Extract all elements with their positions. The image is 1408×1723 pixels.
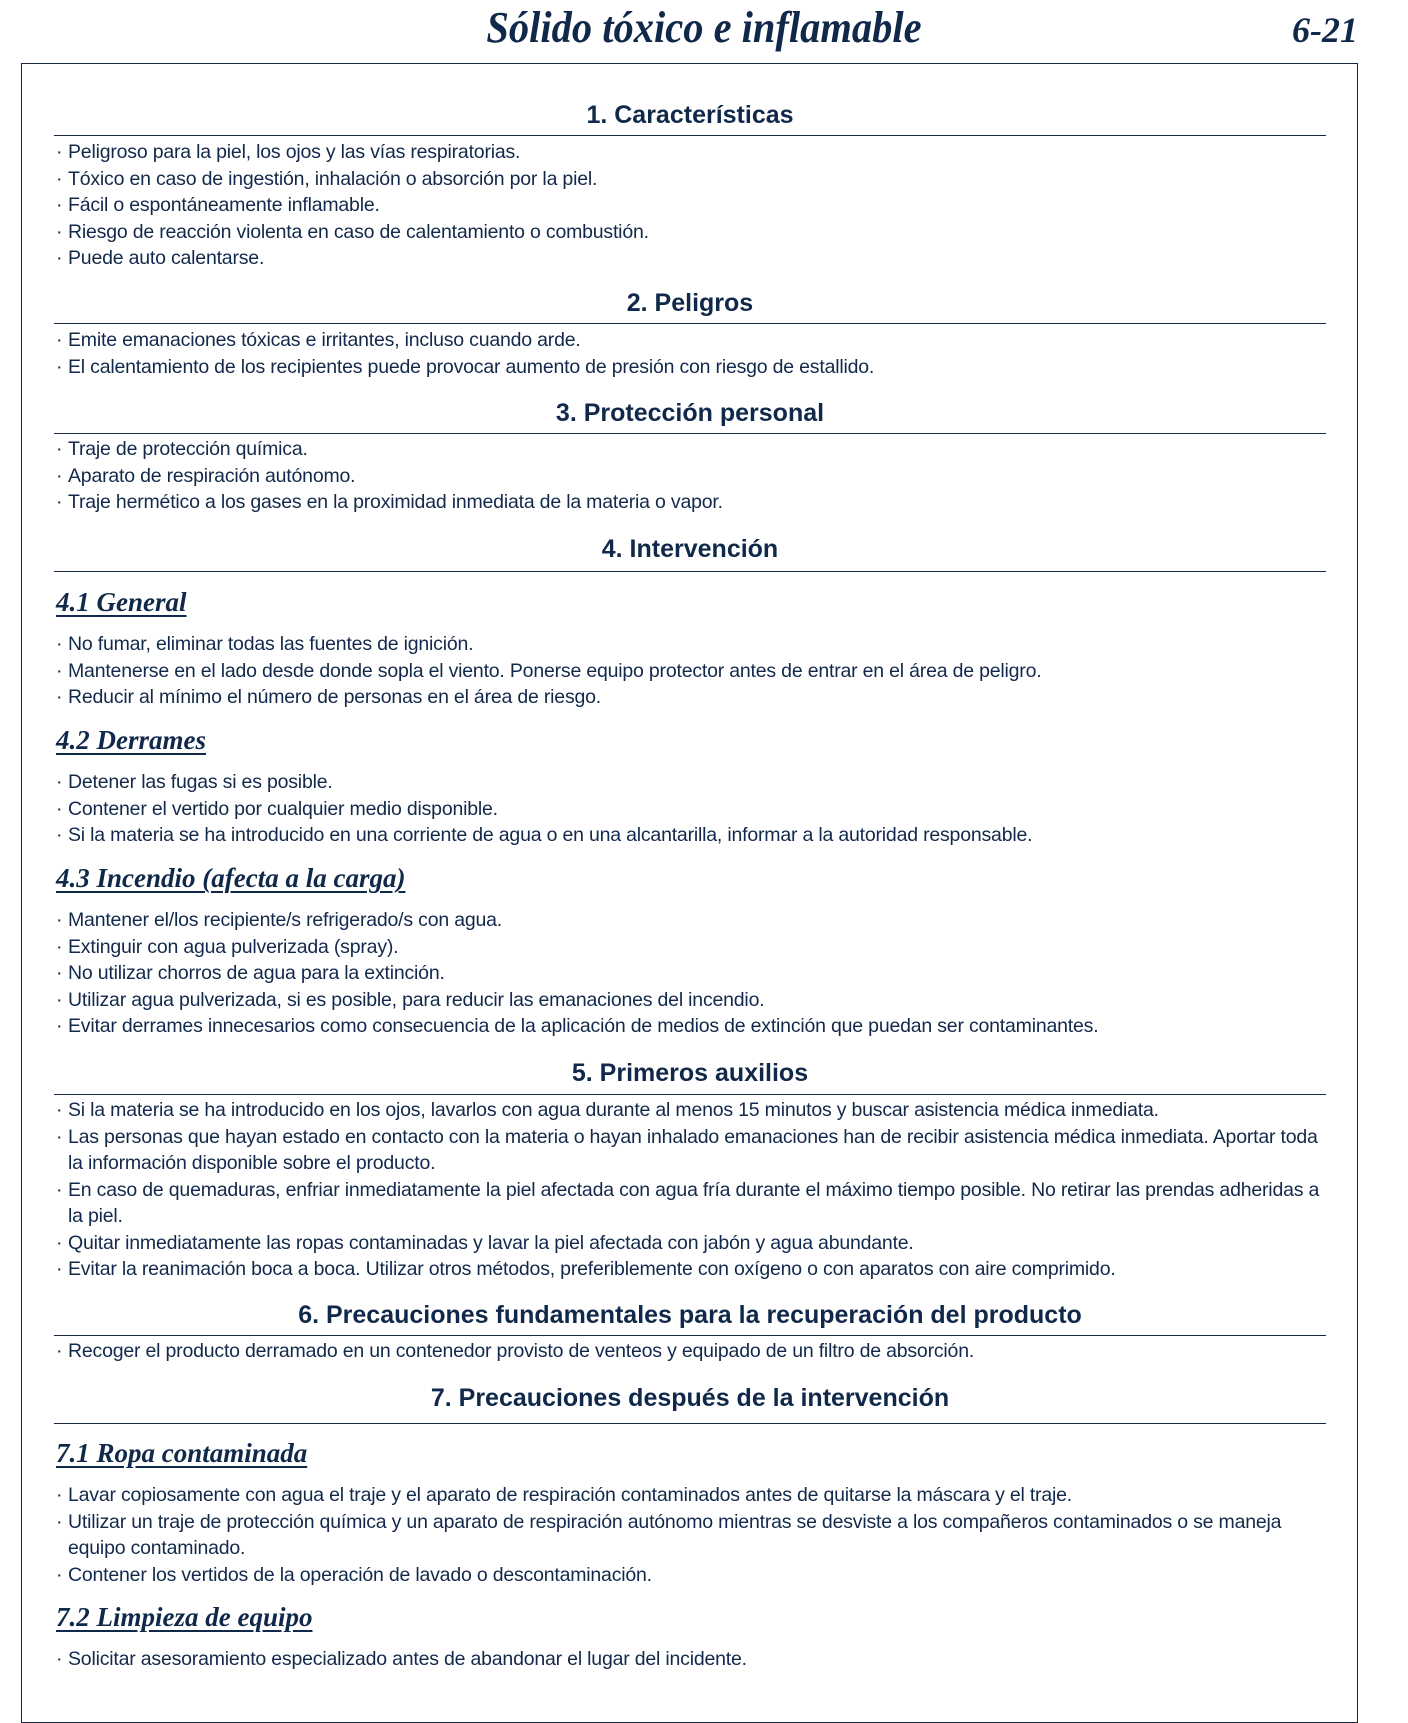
list-derrames: [54, 769, 1326, 849]
subheading-derrames: 4.2 Derrames: [56, 725, 206, 755]
list-item: · Lavar copiosamente con agua el traje y el aparato de respiración contaminados antes de quitarse la máscara y el traje.: [56, 1484, 1072, 1506]
list-item: · El calentamiento de los recipientes puede provocar aumento de presión con riesgo de estallido.: [56, 355, 875, 378]
list-item: · Contener los vertidos de la operación de lavado o descontaminación.: [56, 1563, 652, 1586]
list-item: · No utilizar chorros de agua para la extinción.: [56, 962, 445, 984]
list-item: · Aparato de respiración autónomo.: [56, 464, 356, 487]
section-rule: [54, 1423, 1326, 1424]
list-item: · Fácil o espontáneamente inflamable.: [56, 194, 380, 216]
subheading-ropa-contaminada: 7.1 Ropa contaminada: [56, 1438, 308, 1468]
list-item: · Contener el vertido por cualquier medio disponible.: [56, 797, 498, 820]
list-item: · En caso de quemaduras, enfriar inmediatamente la piel afectada con agua fría durante el máximo tiempo posible. No retirar las prendas adheridas a la piel.: [56, 1178, 1320, 1227]
list-item: · Mantener el/los recipiente/s refrigerado/s con agua.: [56, 909, 503, 931]
list-item: · Quitar inmediatamente las ropas contaminadas y lavar la piel afectada con jabón y agua abundante.: [56, 1231, 914, 1254]
list-item: · No fumar, eliminar todas las fuentes de ignición.: [56, 633, 474, 655]
section-heading-precauciones-despues: 7. Precauciones después de la intervención: [430, 1384, 950, 1412]
section-rule: [54, 323, 1326, 324]
list-item: · Evitar derrames innecesarios como consecuencia de la aplicación de medios de extinción que puedan ser contaminantes.: [56, 1015, 1099, 1037]
list-item: · Mantenerse en el lado desde donde sopla el viento. Ponerse equipo protector antes de entrar en el área de peligro.: [56, 659, 1042, 682]
list-incendio: [54, 907, 1326, 1040]
page-number: 6-21: [1292, 10, 1358, 50]
list-item: · Extinguir con agua pulverizada (spray).: [56, 935, 399, 958]
list-item: · Solicitar asesoramiento especializado antes de abandonar el lugar del incidente.: [56, 1648, 747, 1670]
list-item: · Las personas que hayan estado en contacto con la materia o hayan inhalado emanaciones han de recibir asistencia médica inmediata. Aportar toda la información disponible sobre el producto.: [56, 1125, 1318, 1174]
subheading-limpieza-equipo: 7.2 Limpieza de equipo: [56, 1602, 313, 1632]
list-item: · Evitar la reanimación boca a boca. Utilizar otros métodos, preferiblemente con oxígeno o con aparatos con aire comprimido.: [56, 1258, 1116, 1280]
list-item: · Utilizar agua pulverizada, si es posible, para reducir las emanaciones del incendio.: [56, 988, 765, 1011]
list-item: · Utilizar un traje de protección química y un aparato de respiración autónomo mientras se desviste a los compañeros contaminados o se maneja equipo contaminado.: [56, 1510, 1282, 1559]
list-item: · Detener las fugas si es posible.: [56, 771, 333, 793]
list-item: · Traje hermético a los gases en la proximidad inmediata de la materia o vapor.: [56, 491, 723, 513]
list-item: · Tóxico en caso de ingestión, inhalación o absorción por la piel.: [56, 167, 598, 190]
list-ropa-contaminada: [54, 1482, 1326, 1588]
subheading-incendio: 4.3 Incendio (afecta a la carga): [56, 863, 406, 893]
section-rule: [54, 433, 1326, 434]
list-item: · Reducir al mínimo el número de personas en el área de riesgo.: [56, 686, 602, 708]
list-item: · Peligroso para la piel, los ojos y las vías respiratorias.: [56, 141, 521, 163]
list-peligros: [54, 327, 1326, 380]
section-rule: [54, 1094, 1326, 1095]
list-item: · Traje de protección química.: [56, 438, 308, 460]
list-item: · Puede auto calentarse.: [56, 247, 265, 269]
section-rule: [54, 135, 1326, 136]
section-heading-precauciones-recuperacion: 6. Precauciones fundamentales para la recuperación del producto: [298, 1301, 1082, 1329]
section-rule: [54, 1335, 1326, 1336]
list-item: · Recoger el producto derramado en un contenedor provisto de venteos y equipado de un filtro de absorción.: [56, 1340, 975, 1362]
list-proteccion-personal: [54, 436, 1326, 516]
list-general: [54, 631, 1326, 711]
list-item: · Si la materia se ha introducido en una corriente de agua o en una alcantarilla, informar a la autoridad responsable.: [56, 824, 1033, 846]
page-title: Sólido tóxico e inflamable: [486, 3, 922, 52]
list-precauciones-recuperacion: [54, 1338, 1326, 1365]
list-primeros-auxilios: [54, 1097, 1326, 1283]
list-caracteristicas: [54, 139, 1326, 272]
list-item: · Si la materia se ha introducido en los ojos, lavarlos con agua durante al menos 15 minutos y buscar asistencia médica inmediata.: [56, 1099, 1159, 1121]
list-limpieza-equipo: [54, 1646, 1326, 1673]
section-heading-primeros-auxilios: 5. Primeros auxilios: [571, 1059, 809, 1087]
list-item: · Riesgo de reacción violenta en caso de calentamiento o combustión.: [56, 220, 649, 243]
section-heading-caracteristicas: 1. Características: [586, 101, 794, 129]
subheading-general: 4.1 General: [56, 587, 187, 617]
list-item: · Emite emanaciones tóxicas e irritantes, incluso cuando arde.: [56, 329, 581, 351]
section-heading-peligros: 2. Peligros: [626, 289, 754, 317]
section-heading-intervencion: 4. Intervención: [601, 535, 779, 563]
section-heading-proteccion-personal: 3. Protección personal: [555, 399, 825, 427]
section-rule: [54, 571, 1326, 572]
